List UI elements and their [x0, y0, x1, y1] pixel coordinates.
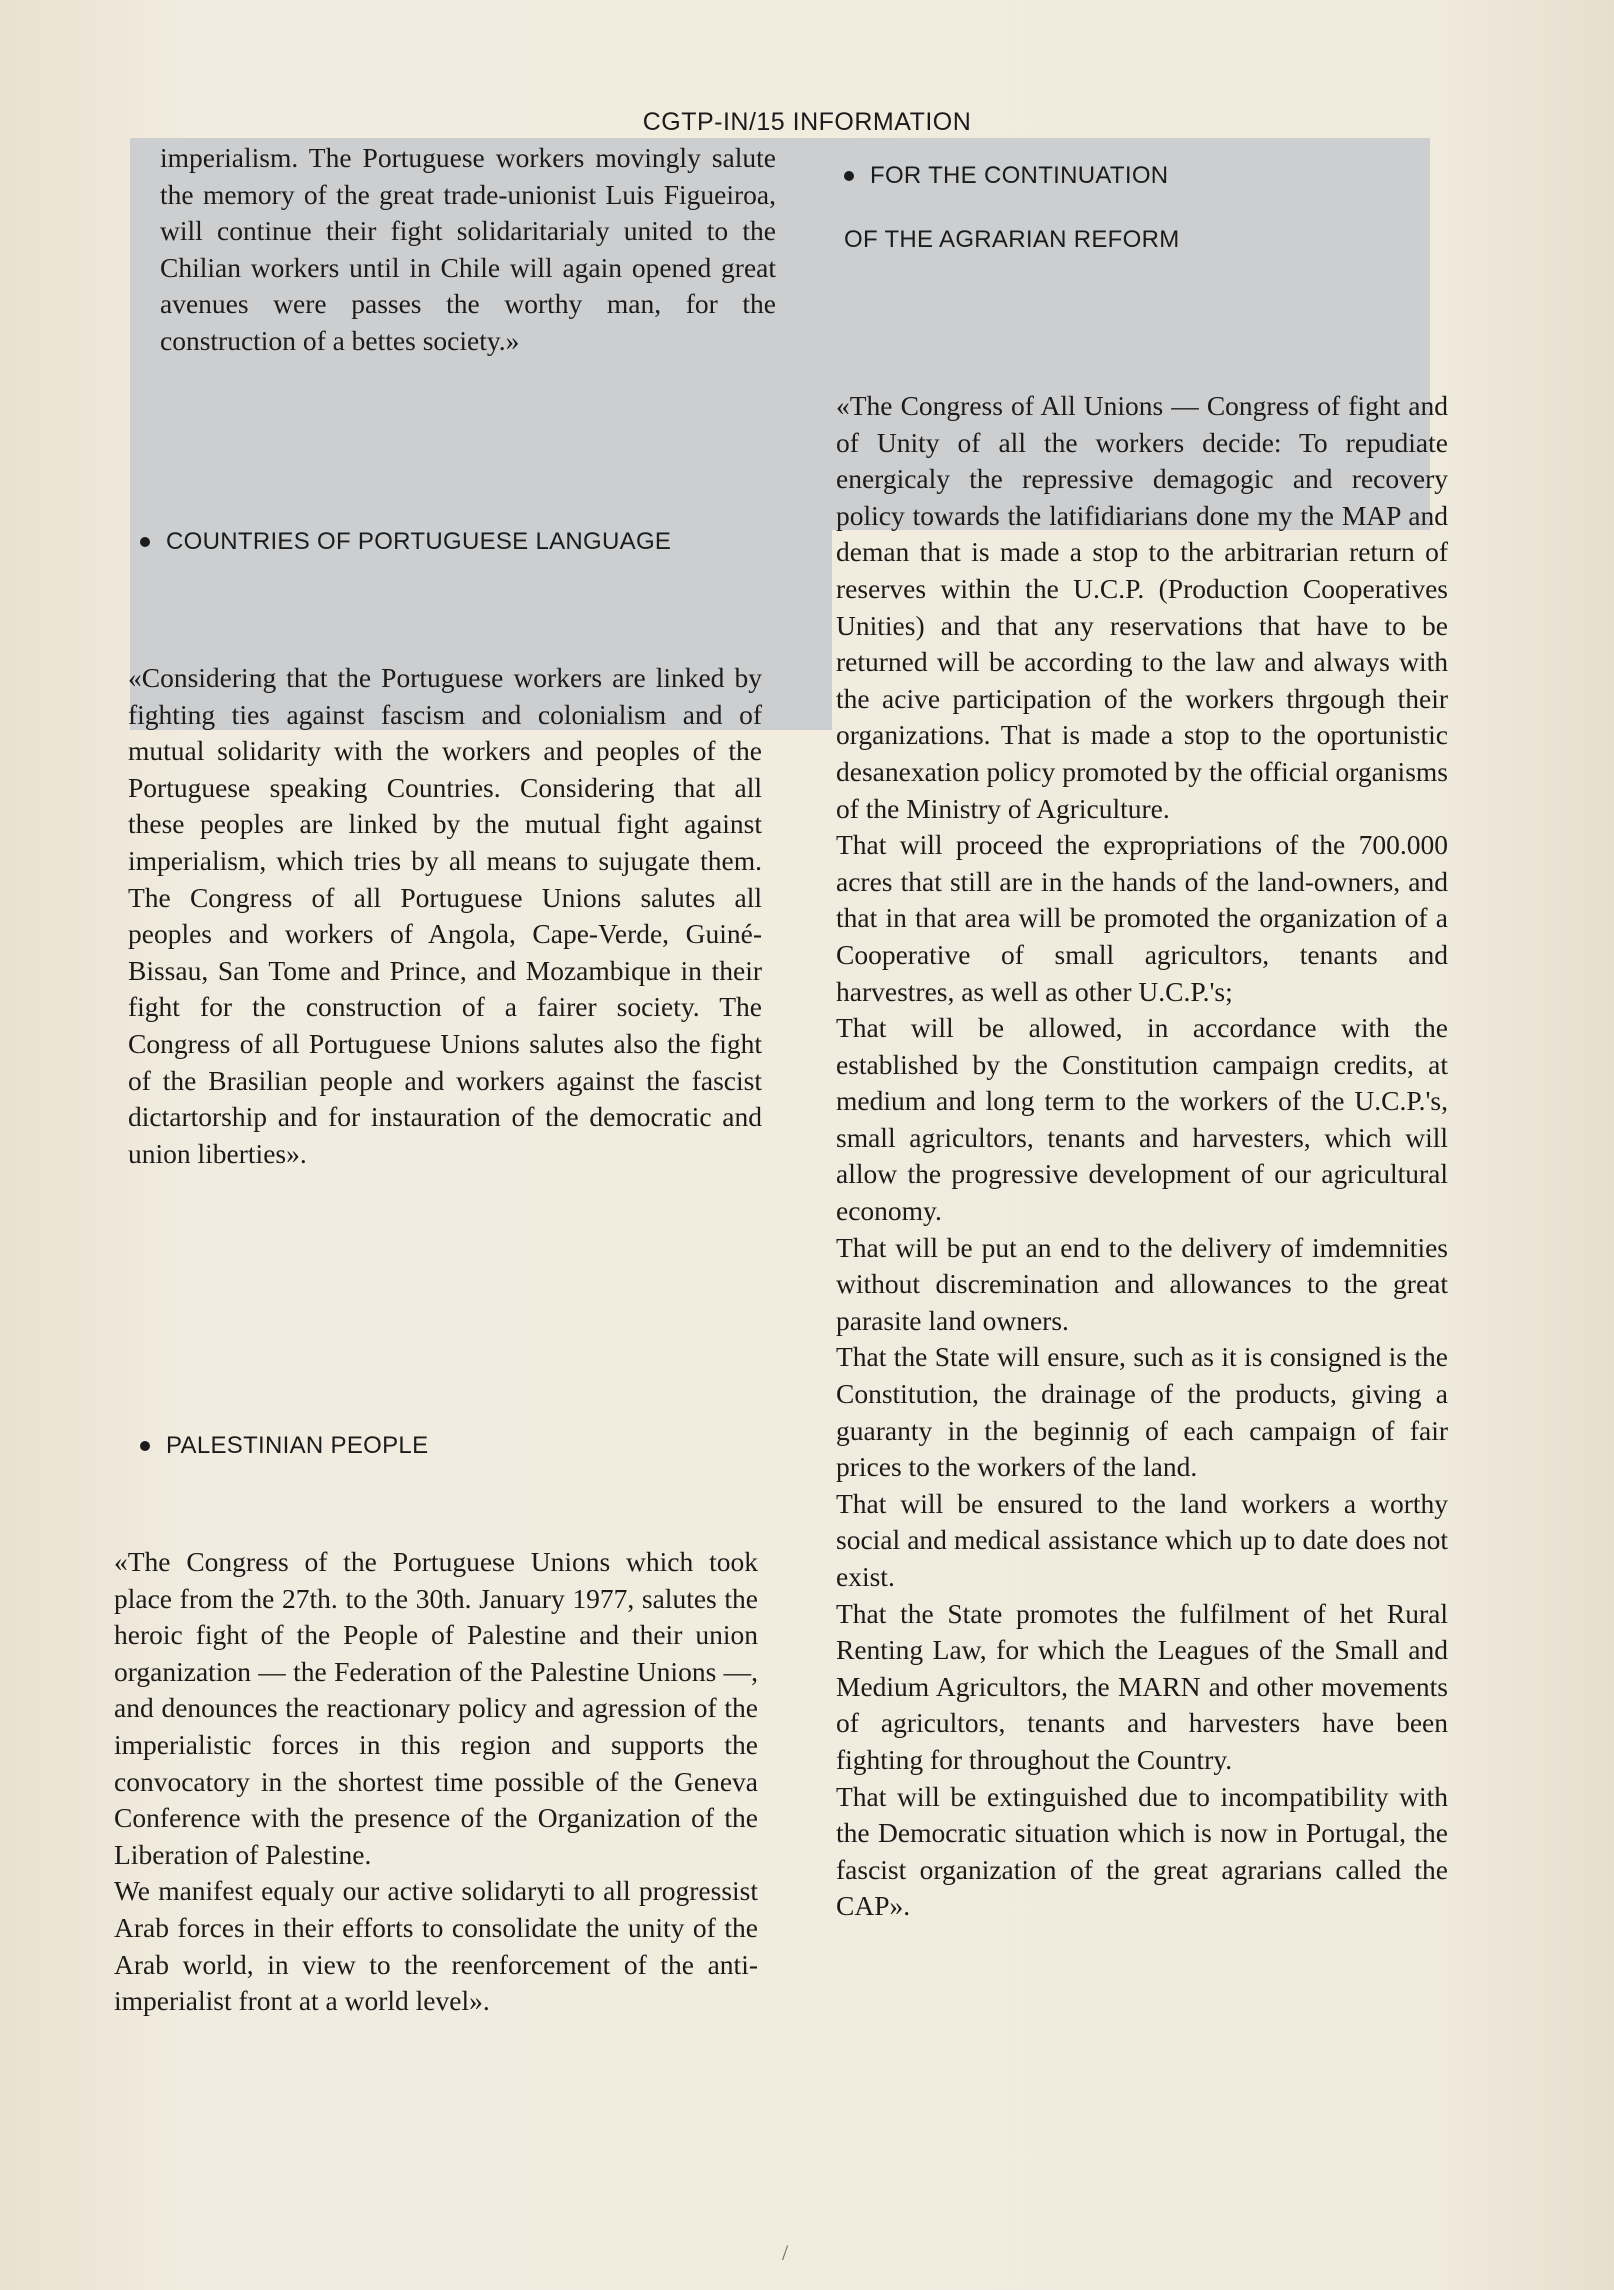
palestinian-paragraph-2: We manifest equaly our active solidaryti to all progressist Arab forces in their efforts to consolidate the unity of the Arab world, in view to the reenforcement of the anti-imperialist front at a world level». [114, 1875, 758, 2017]
palestinian-paragraph-block [114, 1544, 758, 2020]
agrarian-paragraph-6: That will be ensured to the land workers a worthy social and medical assistance which up to date does not exist. [836, 1487, 1448, 1592]
section-heading-agrarian-line2: OF THE AGRARIAN REFORM [844, 226, 1180, 253]
agrarian-paragraph-1: «The Congress of All Unions — Congress of fight and of Unity of all the workers decide: To repudiate energicaly the repressive demagogic and recovery policy towards the latifidiarians done my the MAP and deman that is made a stop to the arbitrarian return of reserves within the U.C.P. (Production Cooperatives Unities) and that any reservations that have to be returned will be according to the law and always with the acive participation of the workers thrgough their organizations. That is made a stop to the oportunistic desanexation policy promoted by the official organisms of the Ministry of Agriculture. [836, 390, 1448, 824]
bullet-icon [140, 537, 150, 547]
section-heading-agrarian-line1: FOR THE CONTINUATION [870, 162, 1169, 189]
section-heading-portuguese-label: COUNTRIES OF PORTUGUESE LANGUAGE [166, 528, 672, 555]
bullet-icon [140, 1441, 150, 1451]
section-heading-portuguese [140, 528, 671, 556]
agrarian-paragraph-7: That the State promotes the fulfilment of het Rural Renting Law, for which the Leagues of the Small and Medium Agricultors, the MARN and other movements of agricultors, tenants and harvesters have been fighting for throughout the Country. [836, 1597, 1448, 1775]
section-heading-agrarian [844, 162, 1168, 190]
section-heading-palestinian [140, 1432, 428, 1460]
agrarian-paragraph-8: That will be extinguished due to incompatibility with the Democratic situation which is now in Portugal, the fascist organization of the great agrarians called the CAP». [836, 1780, 1448, 1922]
page-header: CGTP-IN/15 INFORMATION [642, 108, 972, 136]
bullet-icon [844, 171, 854, 181]
agrarian-paragraph-2: That will proceed the expropriations of the 700.000 acres that still are in the hands of the land-owners, and that in that area will be promoted the organization of a Cooperative of small agricultors, tenants and harvestres, as well as other U.C.P.'s; [836, 829, 1448, 1007]
stray-pen-mark: / [782, 2240, 789, 2265]
agrarian-paragraph-3: That will be allowed, in accordance with the established by the Constitution campaign credits, at medium and long term to the workers of the U.C.P.'s, small agricultors, tenants and harvesters, which will allow the progressive development of our agricultural economy. [836, 1012, 1448, 1227]
agrarian-paragraph-block [836, 388, 1448, 1925]
agrarian-paragraph-4: That will be put an end to the delivery of imdemnities without discremination and allowances to the great parasite land owners. [836, 1231, 1448, 1336]
portuguese-paragraph-block [128, 660, 762, 1172]
agrarian-paragraph-5: That the State will ensure, such as it is consigned is the Constitution, the drainage of the products, giving a guaranty in the beginnig of each campaign of fair prices to the workers of the land. [836, 1341, 1448, 1483]
intro-paragraph: imperialism. The Portuguese workers movingly salute the memory of the great trade-unionist Luis Figueiroa, will continue their fight solidaritarialy united to the Chilian workers until in Chile will again opened great avenues were passes the worthy man, for the construction of a bettes society.» [160, 142, 776, 356]
portuguese-paragraph: «Considering that the Portuguese workers are linked by fighting ties against fascism and colonialism and of mutual solidarity with the workers and peoples of the Portuguese speaking Countries. Considering that all these peoples are linked by the mutual fight against imperialism, which tries by all means to sujugate them. The Congress of all Portuguese Unions salutes all peoples and workers of Angola, Cape-Verde, Guiné-Bissau, San Tome and Prince, and Mozambique in their fight for the construction of a fairer society. The Congress of all Portuguese Unions salutes also the fight of the Brasilian people and workers against the fascist dictartorship and for instauration of the democratic and union liberties». [128, 662, 762, 1169]
palestinian-paragraph: «The Congress of the Portuguese Unions which took place from the 27th. to the 30th. January 1977, salutes the heroic fight of the People of Palestine and their union organization — the Federation of the Palestine Unions —, and denounces the reactionary policy and agression of the imperialistic forces in this region and supports the convocatory in the shortest time possible of the Geneva Conference with the presence of the Organization of the Liberation of Palestine. [114, 1546, 758, 1870]
section-heading-palestinian-label: PALESTINIAN PEOPLE [166, 1432, 429, 1459]
intro-paragraph-block [160, 140, 776, 360]
